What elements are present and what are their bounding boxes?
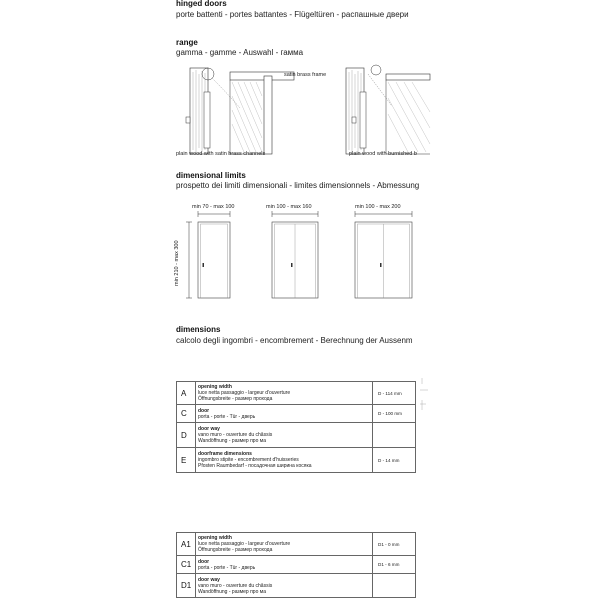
row-value: D1 - 0 mm	[373, 533, 416, 556]
table-row	[177, 556, 416, 574]
label-width-single: min 70 - max 100	[192, 204, 235, 210]
section-subtitle-hinged-doors: porte battenti - portes battantes - Flügeltüren - распашные двери	[176, 10, 409, 19]
row-line: luce netta passaggio - largeur d'ouverture	[198, 390, 291, 396]
caption-range-left: plain wood with satin brass channels	[176, 151, 266, 157]
label-height-limits: min 210 - max 300	[174, 240, 180, 286]
row-value: D1 - 6 mm	[373, 556, 416, 574]
label-width-double-narrow: min 100 - max 160	[266, 204, 312, 210]
row-title: opening width	[198, 535, 232, 541]
row-description	[196, 423, 373, 448]
row-value: D - 100 mm	[373, 405, 416, 423]
row-value: D - 114 mm	[373, 382, 416, 405]
row-line: vano muro - ouverture du châssis	[198, 582, 273, 589]
row-line: Pfosten Raumbedarf - посадочная ширина косяка	[198, 463, 312, 469]
section-subtitle-dimensions: calcolo degli ingombri - encombrement - Berechnung der Aussenm	[176, 336, 413, 345]
row-description	[196, 448, 373, 473]
section-title-hinged-doors: hinged doors	[176, 0, 227, 8]
caption-range-right: plain wood with burnished b	[349, 151, 417, 157]
row-description	[196, 574, 373, 598]
section-subtitle-dimensional-limits: prospetto dei limiti dimensionali - limites dimensionnels - Abmessung	[176, 181, 420, 190]
row-title: opening width	[198, 384, 232, 390]
row-line: porta - porte - Tür - дверь	[198, 564, 256, 571]
row-title: door way	[198, 576, 220, 583]
row-value	[373, 574, 416, 598]
row-code: E	[177, 448, 196, 473]
row-description	[196, 556, 373, 574]
row-value: D - 14 mm	[373, 448, 416, 473]
row-title: door	[198, 407, 210, 414]
section-title-dimensions: dimensions	[176, 325, 221, 334]
row-line: luce netta passaggio - largeur d'ouverture	[198, 541, 291, 547]
row-code: D1	[177, 574, 196, 598]
row-code: A1	[177, 533, 196, 556]
row-code: C	[177, 405, 196, 423]
row-title: door	[198, 558, 210, 565]
row-code: A	[177, 382, 196, 405]
table-row	[177, 574, 416, 598]
section-subtitle-range: gamma - gamme - Auswahl - гамма	[176, 48, 304, 57]
table-row	[177, 448, 416, 473]
label-width-double-wide: min 100 - max 200	[355, 204, 401, 210]
row-line: porta - porte - Tür - дверь	[198, 413, 256, 420]
table-row	[177, 423, 416, 448]
table-row	[177, 533, 416, 556]
table-row	[177, 382, 416, 405]
dimensions-table	[176, 381, 416, 473]
section-title-range: range	[176, 38, 198, 47]
row-line: Wandöffnung - размер про ма	[198, 438, 266, 444]
label-satin-brass-frame: satin brass frame	[284, 72, 327, 78]
row-title: doorframe dimensions	[198, 451, 252, 457]
section-title-dimensional-limits: dimensional limits	[176, 171, 246, 180]
table1-side-marks	[418, 376, 432, 416]
row-description	[196, 382, 373, 405]
dimensions-table-2	[176, 532, 416, 598]
row-description	[196, 405, 373, 423]
row-line: ingombro stipite - encombrement d'huisseries	[198, 457, 299, 463]
row-title: door way	[198, 426, 220, 432]
row-line: Öffnungsbreite - размер прохода	[198, 396, 273, 402]
dimensional-limits-drawing	[180, 208, 430, 304]
row-line: Wandöffnung - размер про ма	[198, 588, 266, 595]
row-line: vano muro - ouverture du châssis	[198, 432, 273, 438]
row-code: D	[177, 423, 196, 448]
table-row	[177, 405, 416, 423]
row-description	[196, 533, 373, 556]
row-code: C1	[177, 556, 196, 574]
range-drawing-right	[346, 62, 436, 158]
row-value	[373, 423, 416, 448]
row-line: Öffnungsbreite - размер прохода	[198, 547, 273, 553]
